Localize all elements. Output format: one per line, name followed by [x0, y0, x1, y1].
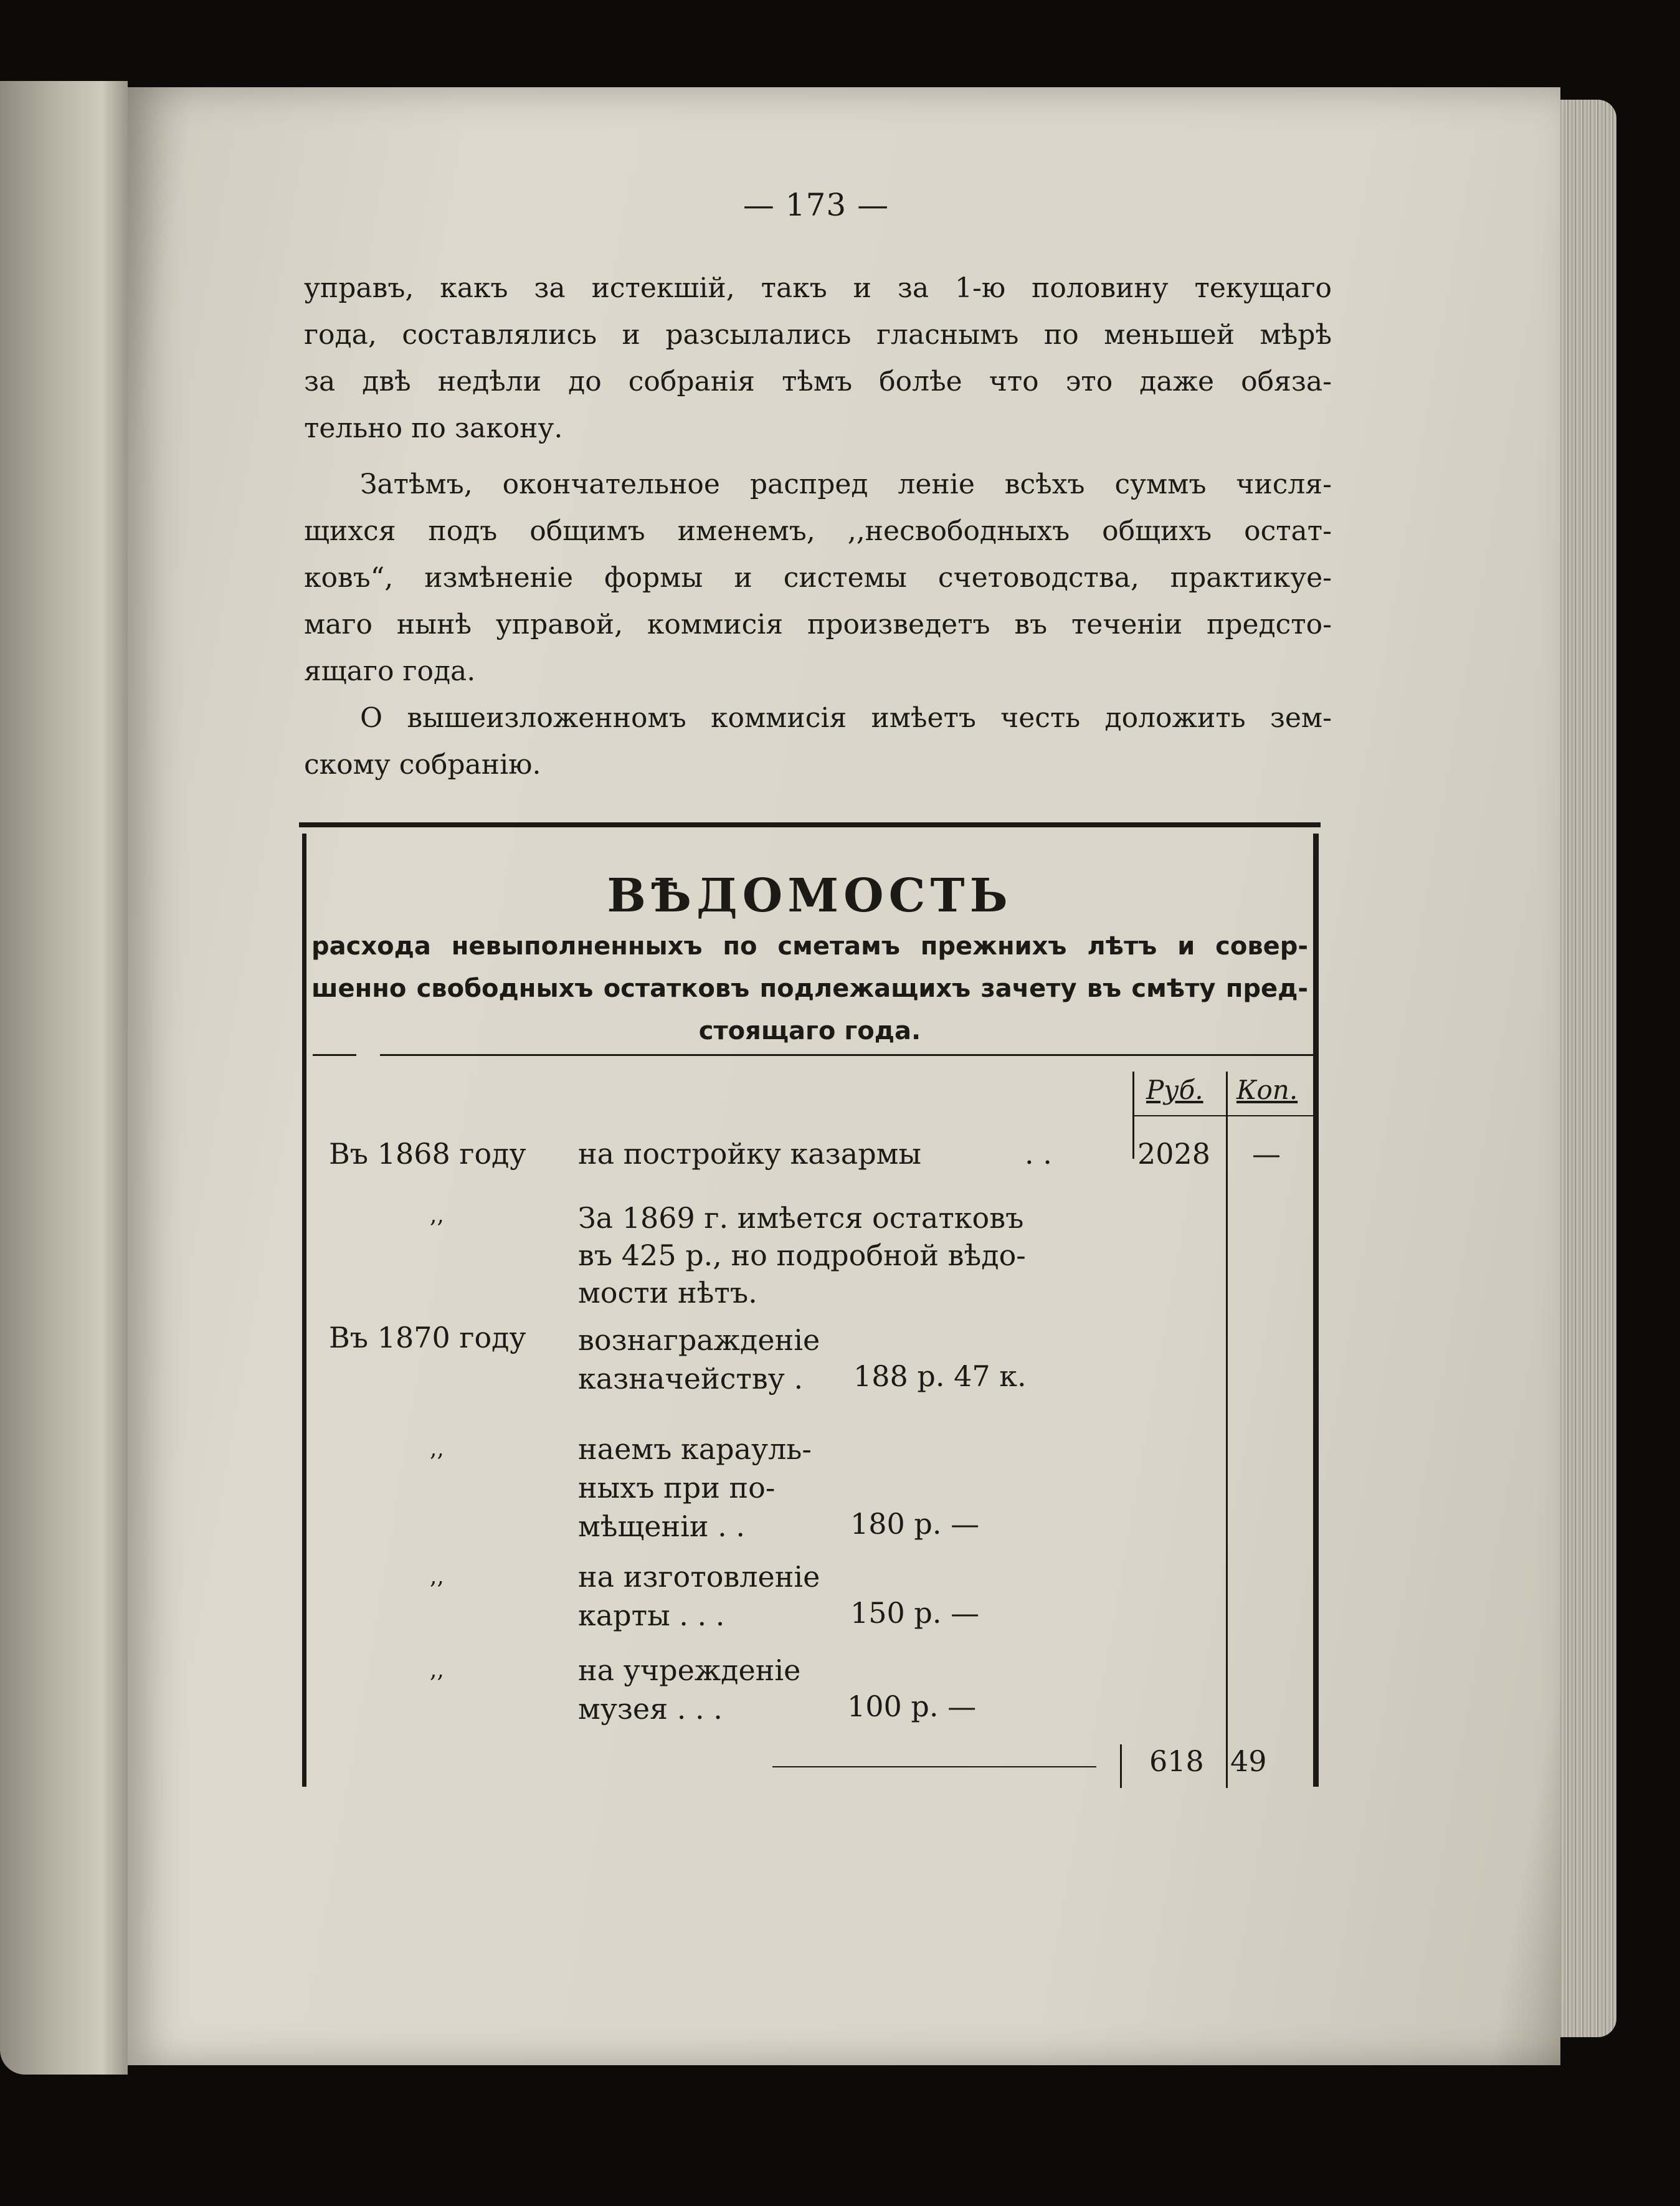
row-text — [578, 1651, 800, 1728]
subtitle-rule — [380, 1054, 1314, 1056]
rub-header-underline — [1134, 1115, 1227, 1116]
text-line: Затѣмъ, окончательное распред леніе всѣхъ суммъ числя- — [360, 468, 1332, 500]
table-subtitle — [311, 925, 1308, 1052]
row-amount: 188 р. 47 к. — [853, 1359, 1027, 1393]
row-text-line: на учрежденіе — [578, 1653, 801, 1687]
text-line: года, составлялись и разсылались гласнымъ по меньшей мѣрѣ — [304, 319, 1332, 351]
row-amount: 150 р. — — [850, 1596, 980, 1630]
row-text-line: карты . . . — [578, 1599, 725, 1632]
page-number: — 173 — — [743, 187, 890, 223]
kop-header: Коп. — [1236, 1075, 1298, 1105]
text-line: ковъ“, измѣненіе формы и системы счетоводства, практикуе- — [304, 562, 1332, 594]
row-text-line: вознагражденіе — [578, 1323, 820, 1357]
paragraph-1 — [304, 265, 1332, 452]
row-text-line: казначейству . — [578, 1362, 804, 1395]
row-text-line: наемъ карауль- — [578, 1432, 812, 1466]
text-line: за двѣ недѣли до собранія тѣмъ болѣе что это даже обяза- — [304, 366, 1332, 397]
row-text-line: За 1869 г. имѣется остатковъ — [578, 1201, 1024, 1235]
row-amount: 180 р. — — [850, 1507, 980, 1541]
rub-header: Руб. — [1146, 1075, 1203, 1105]
left-page-edge — [0, 81, 128, 2075]
subtitle-line: расхода невыполненныхъ по сметамъ прежнихъ лѣтъ и совер- — [311, 932, 1308, 961]
row-text — [578, 1430, 812, 1546]
subtitle-line: стоящаго года. — [698, 1017, 921, 1045]
table-title: ВѢДОМОСТЬ — [607, 869, 1013, 923]
row-text — [578, 1557, 820, 1635]
table-left-border — [302, 834, 306, 1787]
row-text-line: въ 425 р., но подробной вѣдо- — [578, 1238, 1026, 1272]
table-top-rule — [299, 822, 1321, 827]
subtitle-rule-left — [313, 1054, 356, 1056]
text-line: ящаго года. — [304, 655, 476, 687]
row-rub: 2028 — [1137, 1137, 1211, 1171]
kop-column-line — [1226, 1072, 1228, 1788]
subtitle-line: шенно свободныхъ остатковъ подлежащихъ зачету въ смѣту пред- — [311, 974, 1308, 1003]
row-year: Въ 1868 году — [329, 1137, 526, 1171]
text-line: тельно по закону. — [304, 412, 563, 444]
row-dots: . . — [1025, 1137, 1052, 1171]
total-rub-line — [1120, 1744, 1122, 1788]
text-line: управъ, какъ за истекшій, такъ и за 1-ю половину текущаго — [304, 272, 1332, 304]
row-year: Въ 1870 году — [329, 1321, 526, 1354]
table-right-border — [1313, 834, 1319, 1787]
row-amount: 100 р. — — [847, 1690, 977, 1723]
total-rub: 618 — [1149, 1744, 1204, 1778]
paragraph-3 — [304, 695, 1332, 788]
ditto-mark: ,, — [430, 1657, 444, 1683]
total-kop: 49 — [1230, 1744, 1267, 1778]
row-text-line: ныхъ при по- — [578, 1471, 776, 1505]
row-text-line: музея . . . — [578, 1692, 723, 1726]
paragraph-2 — [304, 461, 1332, 695]
statement-table — [299, 822, 1321, 1794]
sum-rule — [772, 1766, 1096, 1767]
ditto-mark: ,, — [430, 1564, 444, 1589]
row-text-line: на изготовленіе — [578, 1560, 820, 1594]
kop-header-underline — [1227, 1115, 1314, 1116]
text-line: щихся подъ общимъ именемъ, ,,несвободныхъ общихъ остат- — [304, 515, 1332, 547]
row-text: на постройку казармы — [578, 1137, 922, 1171]
text-line: маго нынѣ управой, коммисія произведетъ въ теченіи предсто- — [304, 609, 1332, 640]
row-kop: — — [1252, 1137, 1281, 1171]
ditto-mark: ,, — [430, 1436, 444, 1462]
row-text — [578, 1321, 820, 1398]
text-line: О вышеизложенномъ коммисія имѣетъ честь доложить зем- — [360, 702, 1332, 734]
ditto-mark: ,, — [430, 1202, 444, 1228]
row-text — [578, 1199, 1026, 1311]
row-text-line: мѣщеніи . . — [578, 1509, 746, 1543]
row-text-line: мости нѣтъ. — [578, 1276, 757, 1310]
text-line: скому собранію. — [304, 749, 541, 781]
